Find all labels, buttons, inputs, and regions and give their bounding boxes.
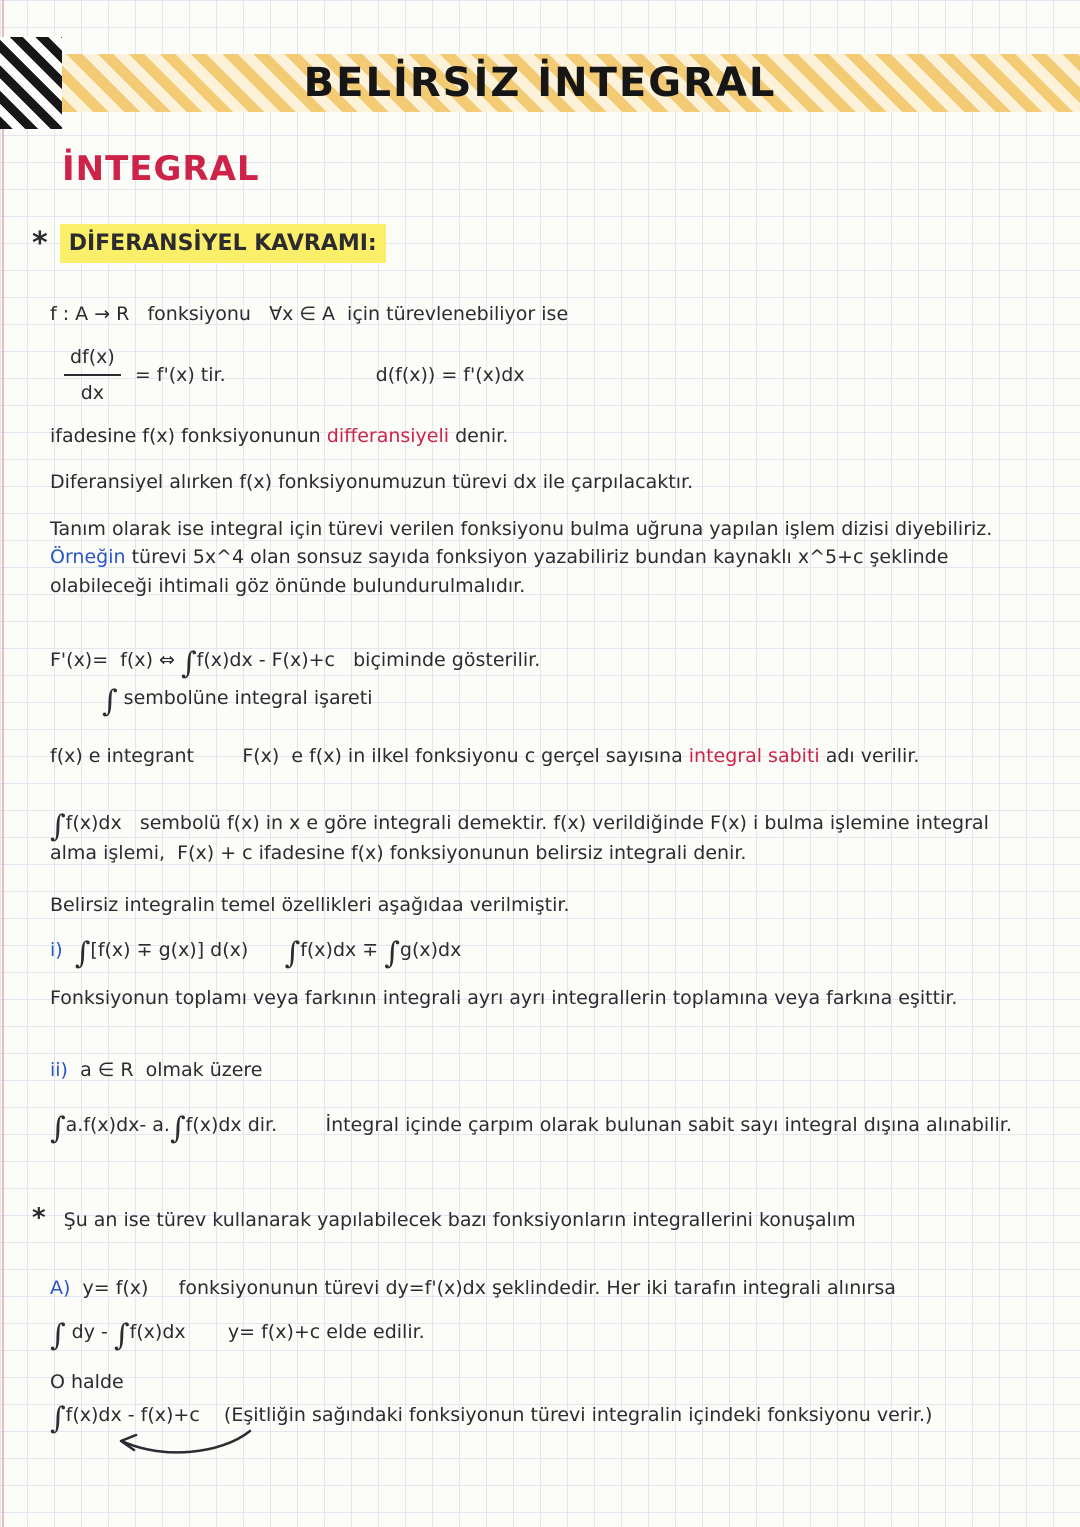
- property-ii-right: f(x)dx dir.: [185, 1113, 278, 1136]
- section-heading: İNTEGRAL: [62, 149, 260, 189]
- fraction-df-dx: [64, 343, 121, 408]
- integral-constant-red: integral sabiti: [688, 745, 820, 767]
- case-a-formula-mid: f(x)dx: [129, 1321, 228, 1343]
- notebook-margin-line: [2, 0, 4, 1527]
- integral-sign: ∫: [50, 1318, 66, 1353]
- property-i-line: [50, 935, 1040, 971]
- integral-sign: ∫: [102, 684, 118, 719]
- title-banner: [0, 54, 1080, 112]
- integral-sign: ∫: [113, 1318, 130, 1353]
- notes-content: [0, 144, 1080, 1459]
- integral-sign: ∫: [284, 935, 301, 971]
- properties-intro-line: [50, 891, 1040, 920]
- case-a-line: [50, 1274, 1040, 1303]
- page-title: BELİRSİZ İNTEGRAL: [303, 60, 777, 106]
- integral-symbol-line: [102, 684, 1040, 719]
- properties-intro-text: Belirsiz integralin temel özellikleri aşağıdaa verilmiştir.: [50, 894, 570, 916]
- case-a-formula-left: dy -: [65, 1321, 114, 1343]
- asterisk-bullet: *: [32, 1202, 46, 1233]
- integral-sign: ∫: [50, 808, 66, 844]
- final-formula-text: f(x)dx - f(x)+c: [65, 1403, 224, 1426]
- integral-definition-paragraph: [50, 515, 1012, 601]
- derivative-equality: = f'(x) tir.: [134, 363, 226, 386]
- notation-post: f(x)dx - F(x)+c biçiminde gösterilir.: [196, 649, 541, 671]
- banner-black-stripes: [0, 37, 62, 129]
- property-ii-intro-line: [50, 1056, 1040, 1085]
- derivative-section-intro: [32, 1199, 1040, 1238]
- item-a-label: A): [50, 1276, 83, 1299]
- o-halde-line: [50, 1368, 1040, 1397]
- item-i-label: i): [50, 938, 75, 961]
- property-ii-formula-line: [50, 1110, 1040, 1146]
- derivative-intro-text: Şu an ise türev kullanarak yapılabilecek bazı fonksiyonların integrallerini konuşalım: [57, 1208, 856, 1231]
- example-word-blue: Örneğin: [50, 546, 126, 568]
- property-i-description-text: Fonksiyonun toplamı veya farkının integrali ayrı ayrı integrallerin toplamına veya farkına eşittir.: [50, 986, 958, 1009]
- integral-sign: ∫: [169, 1110, 186, 1146]
- primitive-function-text: F(x) e f(x) in ilkel fonksiyonu c gerçel sayısına: [194, 745, 689, 767]
- concept-heading: [32, 221, 1040, 266]
- property-ii-description-text: İntegral içinde çarpım olarak bulunan sabit sayı integral dışına alınabilir.: [277, 1113, 1012, 1136]
- integral-sign: ∫: [50, 1400, 66, 1436]
- case-a-formula-result: y= f(x)+c elde edilir.: [227, 1321, 425, 1343]
- definition-text-1: Tanım olarak ise integral için türevi verilen fonksiyonu bulma uğruna yapılan işlem dizisi diyebiliriz.: [50, 517, 999, 540]
- concept-label-highlighted: DİFERANSİYEL KAVRAMI:: [60, 224, 386, 263]
- differential-naming-post: denir.: [449, 424, 509, 447]
- curved-arrow: [108, 1427, 258, 1459]
- property-i-description: [50, 984, 1040, 1013]
- integrant-line: [50, 742, 1040, 771]
- integral-expression: f(x)dx: [65, 811, 140, 834]
- fraction-numerator: df(x): [64, 343, 121, 377]
- fraction-denominator: dx: [80, 382, 105, 404]
- integral-meaning-text: sembolü f(x) in x e göre integrali demektir. f(x) verildiğinde F(x) i bulma işlemine integral alma işlemi, F(x) + c ifadesine f(x) fonksiyonunun belirsiz integrali denir.: [50, 811, 995, 864]
- differential-note-line: [50, 468, 1040, 497]
- final-formula-line: [50, 1400, 1040, 1436]
- asterisk-bullet: *: [32, 226, 48, 261]
- integral-sign: ∫: [384, 935, 400, 971]
- integral-symbol-text: sembolüne integral işareti: [117, 687, 373, 709]
- differential-naming-line: [50, 422, 1040, 451]
- differential-note-text: Diferansiyel alırken f(x) fonksiyonumuzun türevi dx ile çarpılacaktır.: [50, 471, 694, 493]
- property-i-left: [f(x) ∓ g(x)] d(x): [90, 938, 285, 961]
- integral-sign: ∫: [180, 646, 197, 681]
- notation-formula-line: [50, 646, 1040, 681]
- banner-yellow-stripes: [0, 54, 1080, 112]
- differential-form: d(f(x)) = f'(x)dx: [375, 363, 525, 386]
- function-definition-line: [50, 300, 1040, 329]
- property-i-right: g(x)dx: [399, 938, 462, 961]
- final-formula-note: (Eşitliğin sağındaki fonksiyonun türevi integralin içindeki fonksiyonu verir.): [223, 1403, 933, 1426]
- case-a-formula-line: [50, 1318, 1040, 1353]
- differential-naming-pre: ifadesine f(x) fonksiyonunun: [50, 424, 327, 447]
- differential-formula-row: [64, 343, 1040, 408]
- case-a-text: y= f(x) fonksiyonunun türevi dy=f'(x)dx şeklindedir. Her iki tarafın integrali alınırsa: [82, 1276, 896, 1299]
- property-ii-left: a.f(x)dx- a.: [65, 1113, 170, 1136]
- notation-pre: F'(x)= f(x) ⇔: [50, 649, 181, 671]
- property-i-mid: f(x)dx ∓: [300, 938, 385, 961]
- property-ii-intro-text: a ∈ R olmak üzere: [80, 1059, 263, 1081]
- integral-sign: ∫: [50, 1110, 66, 1146]
- definition-text-2: türevi 5x^4 olan sonsuz sayıda fonksiyon yazabiliriz bundan kaynaklı x^5+c şeklinde olabileceği ihtimali göz önünde bulundurulmalıdır.: [50, 546, 955, 597]
- item-ii-label: ii): [50, 1059, 81, 1081]
- function-definition-text: f : A → R fonksiyonu ∀x ∈ A için türevlenebiliyor ise: [50, 303, 569, 325]
- differential-term-red: differansiyeli: [326, 424, 450, 447]
- integral-sign: ∫: [74, 935, 91, 971]
- o-halde-text: O halde: [50, 1371, 124, 1393]
- integral-meaning-paragraph: [50, 809, 1040, 868]
- integrant-text: f(x) e integrant: [50, 745, 194, 767]
- integrant-post: adı verilir.: [819, 745, 920, 767]
